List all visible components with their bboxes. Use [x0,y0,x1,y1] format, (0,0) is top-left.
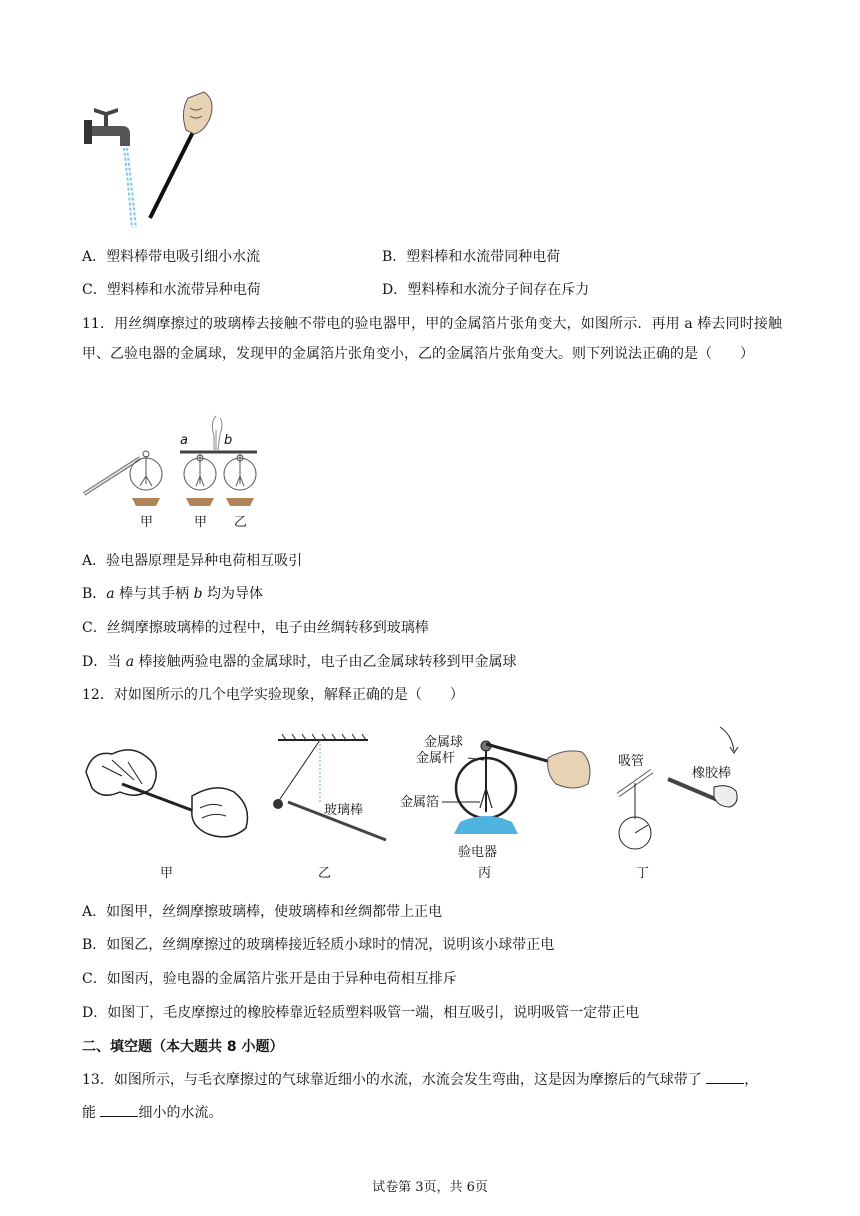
q11-option-d [82,652,517,672]
label-a: a [180,433,188,448]
q12-option-b: B．如图乙，丝绸摩擦过的玻璃棒接近轻质小球时的情况，说明该小球带正电 [82,937,555,953]
q11-option-b-var-b: b [193,586,203,602]
caption-bing: 丙 [478,866,492,881]
caption-ding: 丁 [636,866,650,881]
section-heading: 二、填空题（本大题共 8 小题） [82,1039,284,1055]
figure-bing-electroscope [398,730,598,862]
page-footer: 试卷第 3页，共 6页 [372,1180,488,1195]
q11-option-c: C．丝绸摩擦玻璃棒的过程中，电子由丝绸转移到玻璃棒 [82,620,429,636]
q11-option-d-prefix: D．当 [82,654,126,670]
q13-text-4: 细小的水流。 [138,1105,223,1121]
q11-option-b [82,584,263,604]
caption-yi: 乙 [318,866,332,881]
q13-text-1: 13．如图所示，与毛衣摩擦过的气球靠近细小的水流，水流会发生弯曲，这是因为摩擦后的气球带了 [82,1072,702,1088]
electroscope-figure [82,414,262,532]
label-metal-rod: 金属杆 [416,751,456,766]
figure-jia-rubbing [82,740,257,850]
label-b: b [224,433,233,448]
q12-option-d: D．如图丁，毛皮摩擦过的橡胶棒靠近轻质塑料吸管一端，相互吸引，说明吸管一定带正电 [82,1005,640,1021]
q13-line-2 [82,1102,222,1123]
q12-option-a: A．如图甲，丝绸摩擦玻璃棒，使玻璃棒和丝绸都带上正电 [82,904,443,920]
q13-blank-2[interactable] [100,1102,138,1117]
label-electroscope: 验电器 [458,845,498,860]
label-rubber-rod: 橡胶棒 [692,766,732,781]
q10-option-b: B．塑料棒和水流带同种电荷 [382,249,561,265]
q11-question-text: 11．用丝绸摩擦过的玻璃棒去接触不带电的验电器甲，甲的金属箔片张角变大，如图所示．再用 a 棒去同时接触甲、乙验电器的金属球，发现甲的金属箔片张角变小，乙的金属箔片张角变大。则下列说法正确的是（ ） [82,316,782,362]
label-metal-ball: 金属球 [424,735,464,750]
q13-blank-1[interactable] [706,1069,744,1084]
q13-text-3: 能 [82,1105,96,1121]
caption-yi: 乙 [234,515,248,530]
q13-line-1 [82,1069,758,1090]
q13-text-2: ， [744,1072,759,1088]
label-glass-rod: 玻璃棒 [324,803,364,818]
q11-option-d-suffix: 棒接触两验电器的金属球时，电子由乙金属球转移到甲金属球 [134,654,517,670]
q11-option-b-prefix: B． [82,586,107,602]
q10-option-c: C．塑料棒和水流带异种电荷 [82,282,261,298]
caption-jia: 甲 [160,866,174,881]
q10-option-a: A．塑料棒带电吸引细小水流 [82,249,261,265]
q10-option-d: D．塑料棒和水流分子间存在斥力 [382,282,590,298]
caption-jia-2: 甲 [194,515,208,530]
figure-ding-straw [608,725,758,855]
label-straw: 吸管 [618,754,645,769]
figure-yi-pendulum [268,732,398,852]
q11-option-a: A．验电器原理是异种电荷相互吸引 [82,553,303,569]
q11-option-b-var-a: a [106,586,115,602]
q11-option-b-suffix: 均为导体 [202,586,263,602]
q11-option-b-mid: 棒与其手柄 [114,586,194,602]
q12-question-text: 12．对如图所示的几个电学实验现象，解释正确的是（ ） [82,687,464,703]
label-metal-foil: 金属箔 [400,795,440,810]
caption-jia-1: 甲 [140,515,154,530]
q11-option-d-var-a: a [125,654,135,670]
faucet-rod-figure [82,90,222,230]
q12-option-c: C．如图丙，验电器的金属箔片张开是由于异种电荷相互排斥 [82,971,457,987]
